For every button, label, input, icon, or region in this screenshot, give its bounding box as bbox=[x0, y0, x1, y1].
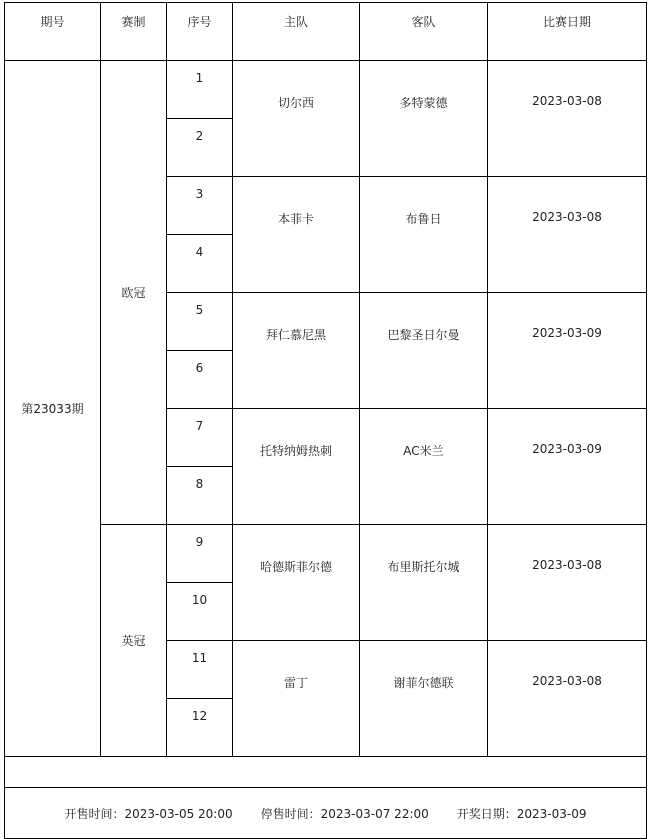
home-team-cell: 切尔西 bbox=[233, 61, 360, 177]
header-row bbox=[5, 3, 647, 61]
date-cell: 2023-03-09 bbox=[488, 409, 647, 525]
draw-date: 开奖日期：2023-03-09 bbox=[456, 806, 587, 821]
seq-cell: 12 bbox=[167, 699, 233, 757]
header-away: 客队 bbox=[360, 3, 488, 61]
away-team-cell: AC米兰 bbox=[360, 409, 488, 525]
spacer-row bbox=[5, 757, 647, 788]
header-home: 主队 bbox=[233, 3, 360, 61]
date-cell: 2023-03-09 bbox=[488, 293, 647, 409]
seq-cell: 11 bbox=[167, 641, 233, 699]
away-team-cell: 布鲁日 bbox=[360, 177, 488, 293]
home-team-cell: 雷丁 bbox=[233, 641, 360, 757]
away-team-cell: 多特蒙德 bbox=[360, 61, 488, 177]
home-team-cell: 托特纳姆热刺 bbox=[233, 409, 360, 525]
header-competition: 赛制 bbox=[101, 3, 167, 61]
date-cell: 2023-03-08 bbox=[488, 641, 647, 757]
seq-cell: 2 bbox=[167, 119, 233, 177]
seq-cell: 6 bbox=[167, 351, 233, 409]
away-team-cell: 布里斯托尔城 bbox=[360, 525, 488, 641]
seq-cell: 8 bbox=[167, 467, 233, 525]
seq-cell: 5 bbox=[167, 293, 233, 351]
competition-cell: 英冠 bbox=[101, 525, 167, 757]
footer-cell bbox=[5, 788, 647, 839]
header-date: 比赛日期 bbox=[488, 3, 647, 61]
competition-cell: 欧冠 bbox=[101, 61, 167, 525]
date-cell: 2023-03-08 bbox=[488, 177, 647, 293]
home-team-cell: 本菲卡 bbox=[233, 177, 360, 293]
header-period: 期号 bbox=[5, 3, 101, 61]
away-team-cell: 巴黎圣日尔曼 bbox=[360, 293, 488, 409]
sale-stop-time: 停售时间：2023-03-07 22:00 bbox=[260, 806, 429, 821]
home-team-cell: 哈德斯菲尔德 bbox=[233, 525, 360, 641]
seq-cell: 1 bbox=[167, 61, 233, 119]
seq-cell: 7 bbox=[167, 409, 233, 467]
date-cell: 2023-03-08 bbox=[488, 61, 647, 177]
footer-row bbox=[5, 788, 647, 839]
footer-line bbox=[5, 805, 646, 822]
header-seq: 序号 bbox=[167, 3, 233, 61]
date-cell: 2023-03-08 bbox=[488, 525, 647, 641]
spacer-cell bbox=[5, 757, 647, 788]
table-row bbox=[5, 61, 647, 119]
seq-cell: 9 bbox=[167, 525, 233, 583]
away-team-cell: 谢菲尔德联 bbox=[360, 641, 488, 757]
seq-cell: 3 bbox=[167, 177, 233, 235]
seq-cell: 4 bbox=[167, 235, 233, 293]
table-row bbox=[5, 525, 647, 583]
home-team-cell: 拜仁慕尼黑 bbox=[233, 293, 360, 409]
period-cell: 第23033期 bbox=[5, 61, 101, 757]
sale-start-time: 开售时间：2023-03-05 20:00 bbox=[64, 806, 233, 821]
schedule-table bbox=[4, 2, 647, 839]
seq-cell: 10 bbox=[167, 583, 233, 641]
